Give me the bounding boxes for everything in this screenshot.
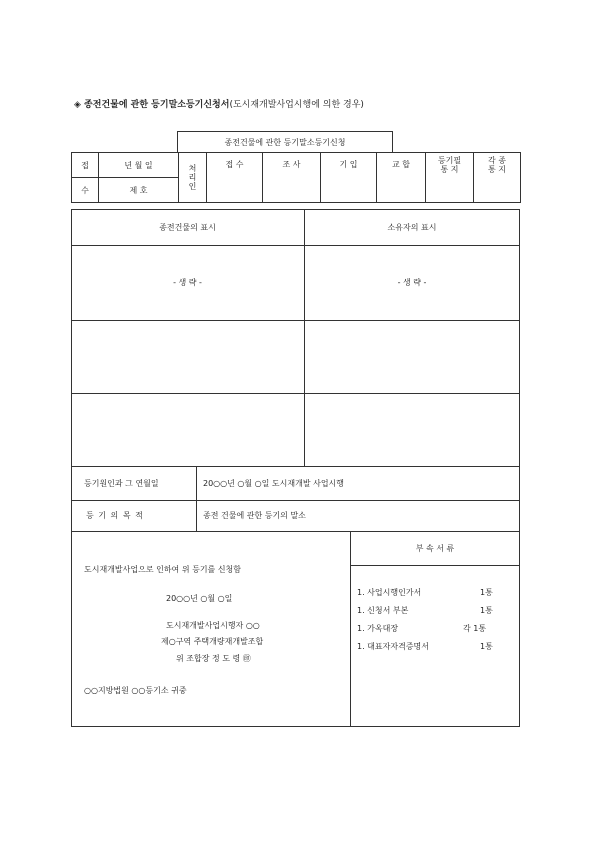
receipt-jeop: 접 (72, 153, 99, 178)
owner-omitted: - 생 략 - (397, 278, 427, 287)
cause-value: 20○○년 ○월 ○일 도시재개발 사업시행 (203, 478, 345, 488)
receipt-col-4: 교 합 (377, 153, 426, 203)
receipt-cheori: 처 리 인 (179, 153, 207, 203)
application-date: 20○○년 ○월 ○일 (166, 594, 233, 603)
cause-label: 등기원인과 그 연월일 (84, 478, 159, 488)
purpose-label: 등 기 의 목 적 (86, 511, 144, 520)
document-title (74, 97, 364, 110)
attachment-item-label: 1. 신청서 부본 (357, 606, 409, 615)
building-header: 종전건물의 표시 (159, 222, 216, 232)
statement: 도시재개발사업으로 인하여 위 등기를 신청함 (84, 565, 242, 574)
receipt-date-label: 년 월 일 (99, 153, 179, 178)
rule (71, 393, 520, 394)
header-box-title: 종전건물에 관한 등기말소등기신청 (177, 131, 393, 152)
receipt-col-6: 각 종 통 지 (474, 153, 521, 203)
title-main: ◈ 종전건물에 관한 등기말소등기신청서 (74, 100, 230, 110)
receipt-col-1: 접 수 (207, 153, 263, 203)
receipt-number-label: 제 호 (99, 178, 179, 203)
court-addressee: ○○지방법원 ○○등기소 귀중 (84, 686, 187, 695)
title-paren: (도시재개발사업시행에 의한 경우) (229, 100, 364, 110)
purpose-value: 종전 건물에 관한 등기의 말소 (203, 511, 306, 520)
building-omitted: - 생 략 - (173, 278, 202, 287)
attachment-item-label: 1. 사업시행인가서 (357, 588, 422, 597)
attachment-item-label: 1. 대표자자격증명서 (357, 642, 429, 651)
attachment-item-label: 1. 가옥대장 (357, 624, 399, 633)
attachment-item-count: 각 1통 (463, 624, 487, 633)
owner-header: 소유자의 표시 (387, 222, 437, 232)
attachments-header: 부 속 서 류 (415, 543, 455, 553)
applicant-line-3: 위 조합장 정 도 령 ㊞ (176, 654, 251, 663)
applicant-line-1: 도시재개발사업시행자 ○○ (166, 621, 260, 630)
applicant-line-2: 제○구역 주택개량재개발조합 (161, 637, 264, 646)
receipt-table (71, 152, 521, 203)
receipt-col-2: 조 사 (263, 153, 321, 203)
attachment-item-count: 1통 (480, 642, 493, 651)
attachment-item-count: 1통 (480, 588, 493, 597)
receipt-col-3: 기 입 (321, 153, 377, 203)
attachment-item-count: 1통 (480, 606, 493, 615)
rule (71, 320, 520, 321)
receipt-su: 수 (72, 178, 99, 203)
receipt-col-5: 등기필 통 지 (426, 153, 474, 203)
rule (196, 466, 197, 531)
rule (350, 565, 520, 566)
